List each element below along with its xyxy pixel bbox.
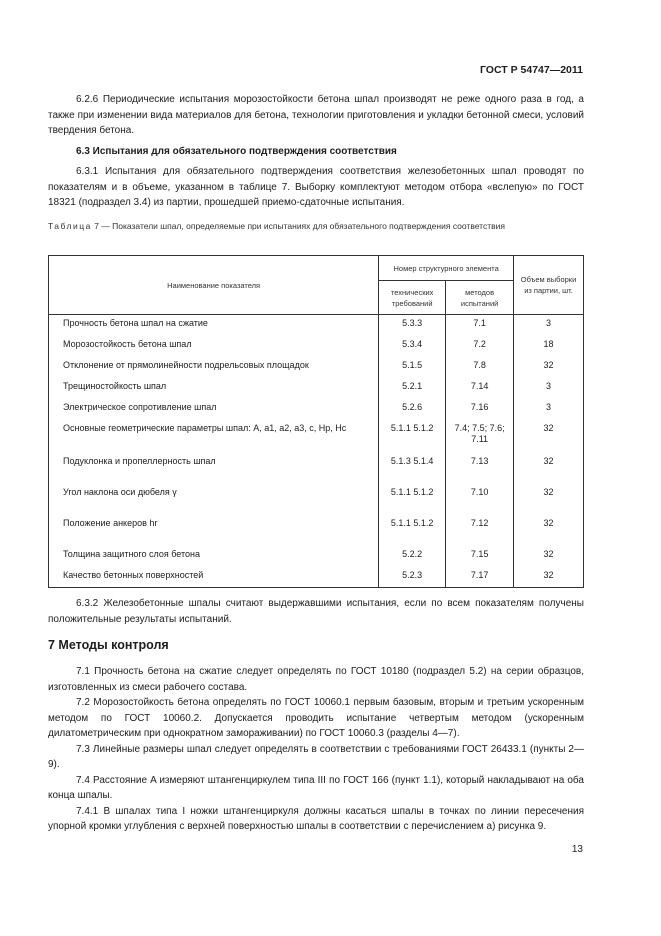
table-row — [49, 336, 584, 357]
row-name: Морозостойкость бетона шпал — [49, 336, 379, 357]
row-req: 5.2.1 — [379, 378, 446, 399]
table-7 — [48, 255, 584, 588]
table-row — [49, 546, 584, 567]
section-7-title: 7 Методы контроля — [48, 638, 169, 652]
paragraph-7-4-1: 7.4.1 В шпалах типа I ножки штангенциркуля должны касаться шпалы в точках по линии пересечения упорной кромки углубления с верхней поверхностью шпалы в соответствии с перечислением а) рисунка 9. — [48, 805, 584, 832]
paragraph-6-2-6: 6.2.6 Периодические испытания морозостойкости бетона шпал производят не реже одного раза в год, а также при изменении вида материалов для бетона, технологии приготовления и укладки бетонной смеси, условий твердения бетона. — [48, 94, 584, 136]
paragraph-7-3: 7.3 Линейные размеры шпал следует определять в соответствии с требованиями ГОСТ 26433.1 (пункты 2—9). — [48, 743, 584, 770]
paragraph-7-4: 7.4 Расстояние A измеряют штангенциркулем типа III по ГОСТ 166 (пункт 1.1), который накладывают на оба конца шпалы. — [48, 774, 584, 801]
row-req: 5.1.1 5.1.2 — [379, 515, 446, 546]
row-vol: 32 — [514, 484, 584, 515]
row-name: Угол наклона оси дюбеля γ — [49, 484, 379, 515]
row-vol: 18 — [514, 336, 584, 357]
row-name: Прочность бетона шпал на сжатие — [49, 315, 379, 336]
row-meth: 7.8 — [446, 357, 514, 378]
standard-header: ГОСТ Р 54747—2011 — [479, 64, 583, 76]
row-meth: 7.15 — [446, 546, 514, 567]
row-meth: 7.13 — [446, 453, 514, 484]
row-vol: 32 — [514, 420, 584, 453]
table-row — [49, 515, 584, 546]
paragraph-6-3-1: 6.3.1 Испытания для обязательного подтверждения соответствия железобетонных шпал проводят по показателям и в объеме, указанном в таблице 7. Выборку комплектуют методом отбора «вслепую» по ГОСТ 18321 (подраздел 3.4) из партии, прошедшей приемо-сдаточные испытания. — [48, 166, 584, 208]
row-meth: 7.1 — [446, 315, 514, 336]
row-vol: 32 — [514, 546, 584, 567]
col-header-group: Номер структурного элемента — [379, 256, 514, 281]
table-caption-word: Таблица — [48, 221, 92, 231]
row-req: 5.2.6 — [379, 399, 446, 420]
paragraph-7-2: 7.2 Морозостойкость бетона определять по ГОСТ 10060.1 первым базовым, вторым и третьим ускоренным методом по ГОСТ 10060.2. Допускается проводить испытание четвертым методом (ускоренным дилатометрическим при однократном замораживании) по ГОСТ 10060.3 (разделы 4—7). — [48, 697, 584, 739]
row-req: 5.2.2 — [379, 546, 446, 567]
row-vol: 32 — [514, 453, 584, 484]
row-name: Подуклонка и пропеллерность шпал — [49, 453, 379, 484]
row-name: Качество бетонных поверхностей — [49, 567, 379, 588]
row-vol: 32 — [514, 567, 584, 588]
row-req: 5.1.1 5.1.2 — [379, 420, 446, 453]
row-name: Отклонение от прямолинейности подрельсовых площадок — [49, 357, 379, 378]
after-table-block — [48, 596, 584, 627]
col-header-methods: методов испытаний — [446, 281, 514, 315]
row-meth: 7.10 — [446, 484, 514, 515]
row-meth: 7.4; 7.5; 7.6; 7.11 — [446, 420, 514, 453]
row-req: 5.3.3 — [379, 315, 446, 336]
intro-block — [48, 92, 584, 211]
table-row — [49, 399, 584, 420]
table-row — [49, 420, 584, 453]
paragraph-7-1: 7.1 Прочность бетона на сжатие следует определять по ГОСТ 10180 (подраздел 5.2) на серии образцов, изготовленных из смеси рабочего состава. — [48, 666, 584, 693]
row-name: Положение анкеров hr — [49, 515, 379, 546]
row-meth: 7.2 — [446, 336, 514, 357]
row-name: Электрическое сопротивление шпал — [49, 399, 379, 420]
row-req: 5.1.1 5.1.2 — [379, 484, 446, 515]
row-meth: 7.14 — [446, 378, 514, 399]
table-row — [49, 567, 584, 588]
row-meth: 7.17 — [446, 567, 514, 588]
table-caption-text: 7 — Показатели шпал, определяемые при испытаниях для обязательного подтверждения соответствия — [94, 221, 505, 231]
table-caption — [48, 220, 584, 232]
row-req: 5.1.3 5.1.4 — [379, 453, 446, 484]
col-header-name: Наименование показателя — [49, 256, 379, 315]
col-header-requirements: технических требований — [379, 281, 446, 315]
row-vol: 3 — [514, 399, 584, 420]
table-row — [49, 484, 584, 515]
table-row — [49, 453, 584, 484]
heading-6-3: 6.3 Испытания для обязательного подтверждения соответствия — [76, 145, 397, 157]
row-vol: 32 — [514, 357, 584, 378]
table-row — [49, 315, 584, 336]
row-meth: 7.16 — [446, 399, 514, 420]
row-meth: 7.12 — [446, 515, 514, 546]
row-req: 5.1.5 — [379, 357, 446, 378]
col-header-volume: Объем выборки из партии, шт. — [514, 256, 584, 315]
paragraph-6-3-2: 6.3.2 Железобетонные шпалы считают выдержавшими испытания, если по всем показателям получены положительные результаты испытаний. — [48, 598, 584, 625]
row-vol: 3 — [514, 378, 584, 399]
row-name: Основные геометрические параметры шпал: A, a1, a2, a3, c, Hp, Hc — [49, 420, 379, 453]
row-vol: 32 — [514, 515, 584, 546]
table-row — [49, 357, 584, 378]
row-req: 5.2.3 — [379, 567, 446, 588]
row-name: Трещиностойкость шпал — [49, 378, 379, 399]
table-row — [49, 378, 584, 399]
page-number: 13 — [571, 844, 583, 855]
row-name: Толщина защитного слоя бетона — [49, 546, 379, 567]
section-7-block — [48, 664, 584, 835]
row-req: 5.3.4 — [379, 336, 446, 357]
row-vol: 3 — [514, 315, 584, 336]
